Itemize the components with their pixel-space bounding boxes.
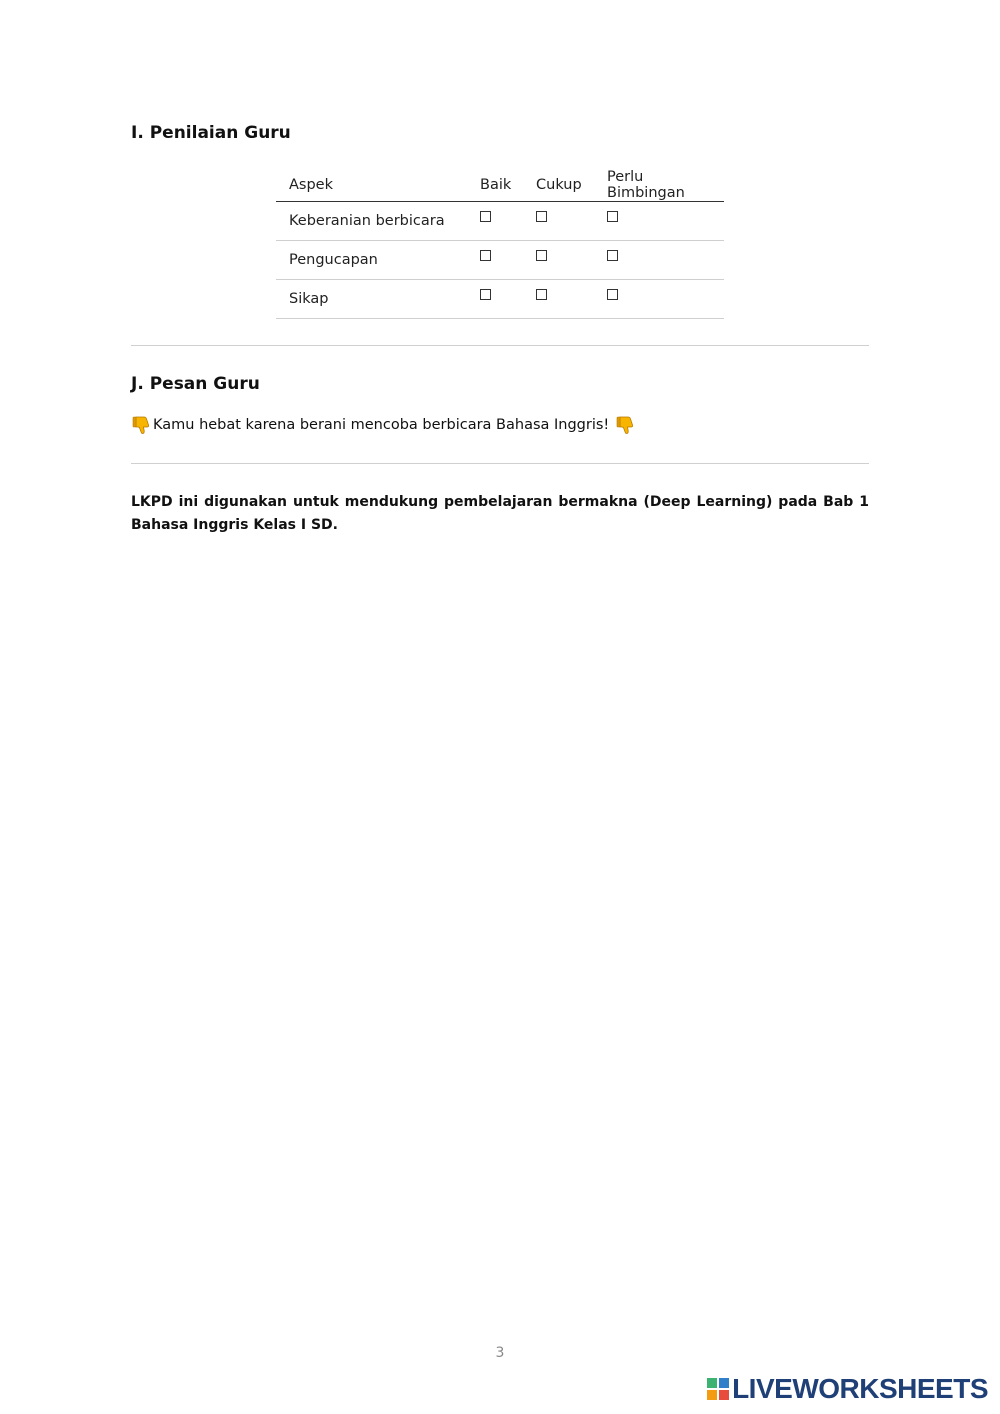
header-aspek: Aspek [276, 168, 467, 202]
checkbox-cukup[interactable] [523, 241, 594, 280]
brand-name: LIVEWORKSHEETS [732, 1373, 988, 1404]
header-baik: Baik [467, 168, 523, 202]
page-number: 3 [495, 1345, 505, 1361]
divider [131, 345, 869, 346]
checkbox-cukup[interactable] [523, 202, 594, 241]
section-title-penilaian-guru: I. Penilaian Guru [131, 123, 291, 143]
checkbox-baik[interactable] [467, 241, 523, 280]
checkbox-cukup[interactable] [523, 280, 594, 319]
checkbox-baik[interactable] [467, 280, 523, 319]
brand-logo [706, 1374, 988, 1404]
section-title-pesan-guru: J. Pesan Guru [131, 374, 260, 394]
aspect-label: Keberanian berbicara [276, 202, 467, 241]
table-header-row [276, 168, 724, 202]
checkbox-icon[interactable] [480, 289, 491, 300]
checkbox-baik[interactable] [467, 202, 523, 241]
liveworksheets-logo-icon [706, 1377, 730, 1401]
message-text: Kamu hebat karena berani mencoba berbicara Bahasa Inggris! [153, 417, 610, 433]
assessment-table [276, 168, 724, 319]
checkbox-icon[interactable] [480, 250, 491, 261]
table-row [276, 280, 724, 319]
checkbox-perlu-bimbingan[interactable] [594, 202, 724, 241]
checkbox-icon[interactable] [607, 289, 618, 300]
table-row [276, 202, 724, 241]
aspect-label: Sikap [276, 280, 467, 319]
divider [131, 463, 869, 464]
checkbox-icon[interactable] [607, 250, 618, 261]
thumbs-down-icon [615, 414, 637, 436]
table-row [276, 241, 724, 280]
checkbox-icon[interactable] [607, 211, 618, 222]
teacher-message [131, 414, 637, 436]
thumbs-down-icon [131, 414, 153, 436]
checkbox-icon[interactable] [536, 289, 547, 300]
aspect-label: Pengucapan [276, 241, 467, 280]
checkbox-perlu-bimbingan[interactable] [594, 280, 724, 319]
checkbox-perlu-bimbingan[interactable] [594, 241, 724, 280]
footnote: LKPD ini digunakan untuk mendukung pembelajaran bermakna (Deep Learning) pada Bab 1 Bahasa Inggris Kelas I SD. [131, 494, 869, 533]
checkbox-icon[interactable] [536, 211, 547, 222]
checkbox-icon[interactable] [480, 211, 491, 222]
checkbox-icon[interactable] [536, 250, 547, 261]
header-perlu-bimbingan: Perlu Bimbingan [594, 168, 724, 202]
header-cukup: Cukup [523, 168, 594, 202]
